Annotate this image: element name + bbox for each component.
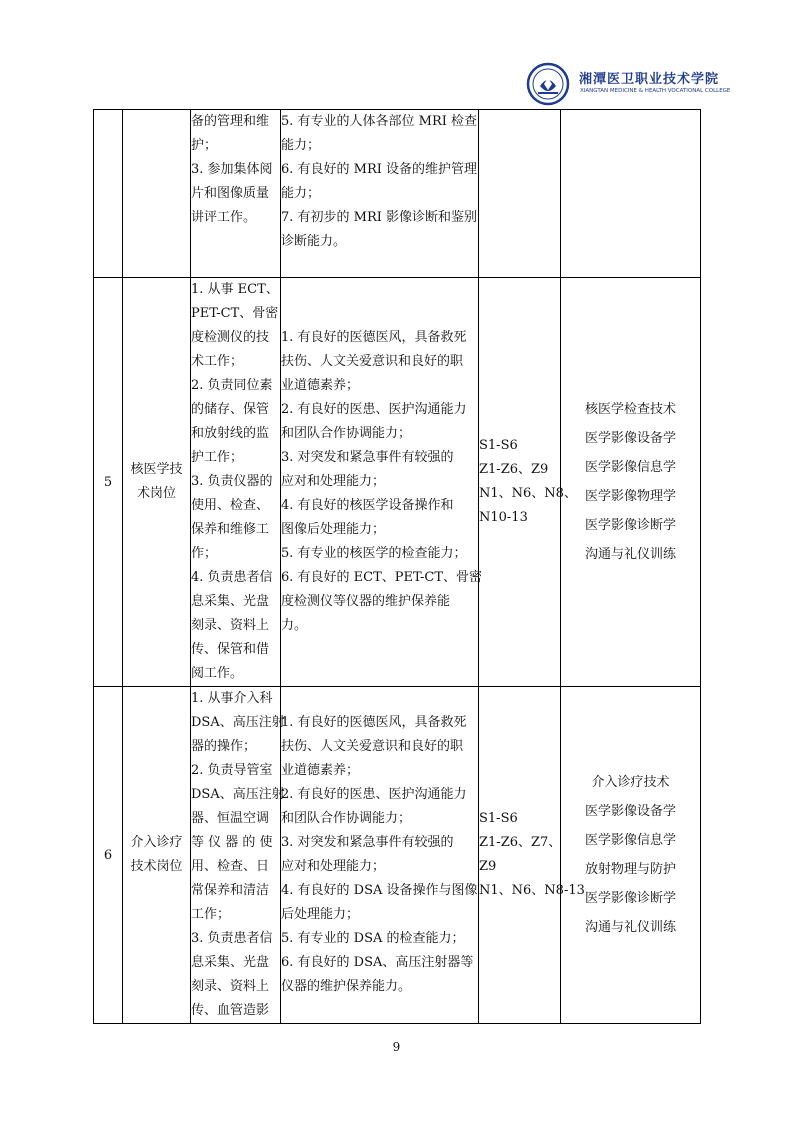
page-number: 9: [392, 1040, 401, 1054]
code-line: S1-S6: [479, 438, 518, 453]
duty-line: 作；: [191, 546, 218, 561]
job-ability-table: [93, 109, 701, 1024]
duty-line: 传、血管造影: [191, 1003, 270, 1018]
duty-line: 1. 从事 ECT、: [191, 282, 279, 297]
ability-line: 业道德素养；: [281, 763, 360, 778]
position-line: 核医学技: [130, 462, 183, 477]
duty-line: 传、保管和借: [191, 642, 270, 657]
position-line: 技术岗位: [130, 859, 183, 874]
code-line: Z1-Z6、Z9: [479, 462, 549, 477]
row-number: 5: [94, 278, 123, 687]
duty-line: 息采集、光盘: [191, 955, 270, 970]
abilities-cell: [281, 278, 483, 687]
duty-line: 器的操作；: [191, 739, 257, 754]
position-cell: [123, 110, 191, 278]
duty-line: 保养和维修工: [191, 522, 270, 537]
duty-line: 刻录、资料上: [191, 618, 270, 633]
duty-line: 讲评工作。: [191, 210, 257, 225]
ability-line: 2. 有良好的医患、医护沟通能力: [281, 787, 467, 802]
duty-line: 的储存、保管: [191, 402, 270, 417]
duty-line: 使用、检查、: [191, 498, 270, 513]
ability-line: [281, 302, 478, 326]
course-item: 医学影像设备学: [584, 431, 676, 446]
codes-cell: [479, 687, 585, 1024]
ability-line: 度检测仪等仪器的维护保养能: [281, 594, 451, 609]
ability-line: 1. 有良好的医德医风，具备救死: [281, 715, 467, 730]
ability-line: 和团队合作协调能力；: [281, 811, 412, 826]
course-item: 沟通与礼仪训练: [584, 547, 676, 562]
duty-line: 4. 负责患者信: [191, 570, 273, 585]
ability-line: 6. 有良好的 MRI 设备的维护管理: [281, 162, 478, 177]
ability-line: [281, 687, 478, 711]
course-item: 医学影像信息学: [584, 460, 676, 475]
ability-line: 5. 有专业的人体各部位 MRI 检查: [281, 114, 478, 129]
ability-line: 7. 有初步的 MRI 影像诊断和鉴别: [281, 210, 478, 225]
table-row: [94, 687, 701, 1024]
course-item: 医学影像设备学: [584, 804, 676, 819]
position-name: [123, 278, 191, 687]
code-line: N1、N6、N8、: [479, 486, 577, 501]
ability-line: 扶伤、人文关爱意识和良好的职: [281, 354, 464, 369]
duty-line: 工作；: [191, 907, 231, 922]
course-item: 核医学检查技术: [584, 402, 676, 417]
duty-line: 2. 负责同位素: [191, 378, 273, 393]
ability-line: 仪器的维护保养能力。: [281, 979, 412, 994]
school-name: 湘潭医卫职业技术学院: [579, 72, 720, 87]
position-name: [123, 687, 191, 1024]
ability-line: [281, 278, 478, 302]
duty-line: 3. 负责患者信: [191, 931, 273, 946]
ability-line: 能力；: [281, 138, 321, 153]
duty-line: 用、检查、日: [191, 859, 270, 874]
ability-line: 3. 对突发和紧急事件有较强的: [281, 835, 454, 850]
duty-line: 护工作；: [191, 450, 244, 465]
codes-cell: [479, 110, 561, 278]
duty-line: 3. 参加集体阅: [191, 162, 273, 177]
code-line: N1、N6、N8-13: [479, 883, 585, 898]
school-emblem-icon: [524, 62, 572, 106]
code-line: Z9: [479, 859, 497, 874]
duty-line: 阅工作。: [191, 666, 244, 681]
duty-line: 和放射线的监: [191, 426, 270, 441]
duty-line: DSA、高压注射: [191, 715, 285, 730]
duty-line: 1. 从事介入科: [191, 691, 273, 706]
code-line: N10-13: [479, 510, 528, 525]
school-logo: [524, 62, 731, 106]
course-item: 介入诊疗技术: [591, 775, 670, 790]
duty-line: 护；: [191, 138, 218, 153]
code-line: Z1-Z6、Z7、: [479, 835, 562, 850]
abilities-cell: [281, 687, 479, 1024]
ability-line: 扶伤、人文关爱意识和良好的职: [281, 739, 464, 754]
ability-line: 后处理能力；: [281, 907, 360, 922]
ability-line: 3. 对突发和紧急事件有较强的: [281, 450, 454, 465]
duty-line: 等 仪 器 的 使: [191, 835, 273, 850]
courses-cell: [561, 687, 701, 1024]
ability-line: 4. 有良好的核医学设备操作和: [281, 498, 454, 513]
course-item: 医学影像物理学: [584, 489, 676, 504]
duty-line: 术工作；: [191, 354, 244, 369]
position-line: 术岗位: [136, 486, 176, 501]
row-number: 6: [94, 687, 123, 1024]
abilities-cell: [281, 110, 479, 278]
ability-line: 4. 有良好的 DSA 设备操作与图像: [281, 883, 478, 898]
course-item: 医学影像信息学: [584, 833, 676, 848]
ability-line: 图像后处理能力；: [281, 522, 386, 537]
codes-cell: [479, 278, 577, 687]
duties-cell: [191, 278, 281, 687]
ability-line: 5. 有专业的核医学的检查能力；: [281, 546, 467, 561]
table-row: [94, 110, 701, 278]
course-item: 放射物理与防护: [584, 862, 676, 877]
position-line: 介入诊疗: [130, 835, 183, 850]
ability-line: 应对和处理能力；: [281, 474, 386, 489]
ability-line: 6. 有良好的 DSA、高压注射器等: [281, 955, 474, 970]
ability-line: 力。: [281, 618, 308, 633]
duty-line: 息采集、光盘: [191, 594, 270, 609]
row-number-cell: [94, 110, 123, 278]
duty-line: DSA、高压注射: [191, 787, 285, 802]
ability-line: 业道德素养；: [281, 378, 360, 393]
ability-line: 能力；: [281, 186, 321, 201]
ability-line: 5. 有专业的 DSA 的检查能力；: [281, 931, 465, 946]
duty-line: 器、恒温空调: [191, 811, 270, 826]
courses-cell: [561, 110, 701, 278]
school-name-en: XIANGTAN MEDICINE & HEALTH VOCATIONAL COLLEGE: [580, 88, 731, 94]
duty-line: 度检测仪的技: [191, 330, 270, 345]
ability-line: 2. 有良好的医患、医护沟通能力: [281, 402, 467, 417]
ability-line: 1. 有良好的医德医风，具备救死: [281, 330, 467, 345]
ability-line: 诊断能力。: [281, 234, 347, 249]
ability-line: 应对和处理能力；: [281, 859, 386, 874]
table-row: [94, 278, 701, 687]
ability-line: 6. 有良好的 ECT、PET-CT、骨密: [281, 570, 483, 585]
code-line: S1-S6: [479, 811, 518, 826]
courses-cell: [561, 278, 701, 687]
duty-line: 3. 负责仪器的: [191, 474, 273, 489]
duty-line: PET-CT、骨密: [191, 306, 279, 321]
duty-line: 刻录、资料上: [191, 979, 270, 994]
duty-line: 常保养和清洁: [191, 883, 270, 898]
course-item: 沟通与礼仪训练: [584, 920, 676, 935]
duty-line: 片和图像质量: [191, 186, 270, 201]
ability-line: 和团队合作协调能力；: [281, 426, 412, 441]
course-item: 医学影像诊断学: [584, 518, 676, 533]
duties-cell: [191, 110, 281, 278]
duties-cell: [191, 687, 285, 1024]
duty-line: 2. 负责导管室: [191, 763, 273, 778]
duty-line: 备的管理和维: [191, 114, 270, 129]
course-item: 医学影像诊断学: [584, 891, 676, 906]
